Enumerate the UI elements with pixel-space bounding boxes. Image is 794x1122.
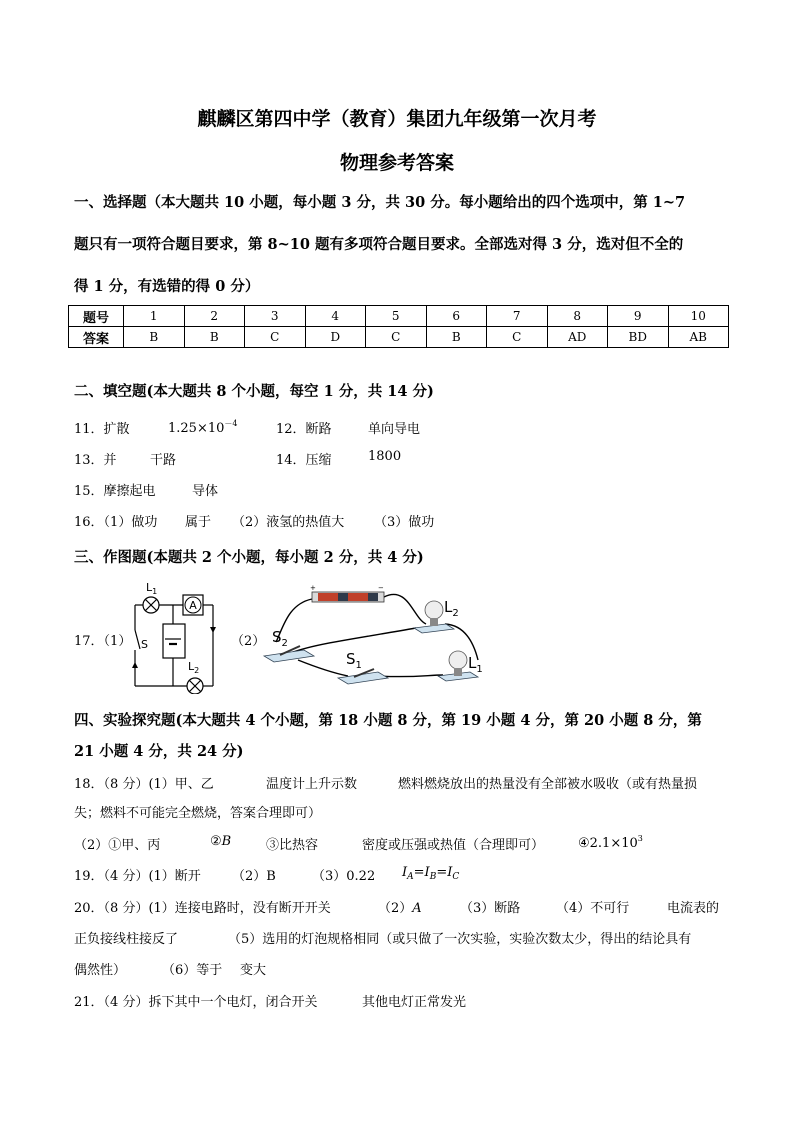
table-cell: 10 — [668, 306, 729, 327]
section4-heading-line1: 四、实验探究题(本大题共 4 个小题，第 18 小题 8 分，第 19 小题 4 分，第 20 小题 8 分，第 — [74, 712, 702, 729]
q20-line1-d: （4）不可行 — [556, 901, 630, 916]
q20-line1-a: 20．（8 分）(1）连接电路时，没有断开开关 — [74, 901, 331, 916]
q20-line1-c: （3）断路 — [460, 901, 521, 916]
q11-answer-2: $1.25\times 10^{-4}$ — [168, 419, 238, 436]
q15-answer-2: 导体 — [192, 484, 219, 499]
q20-line1-b: （2）A — [378, 901, 422, 916]
q19-answer-1: 19．（4 分）(1）断开 — [74, 869, 201, 884]
table-cell: 7 — [487, 306, 548, 327]
table-cell: AD — [547, 327, 608, 348]
lamp-l2-label: $L_2$ — [444, 598, 459, 619]
table-row-header: 题号 — [69, 306, 124, 327]
table-row-header: 答案 — [69, 327, 124, 348]
lamp1-label: $L_1$ — [146, 581, 158, 596]
table-cell: C — [366, 327, 427, 348]
table-cell: 1 — [124, 306, 185, 327]
table-cell: 9 — [608, 306, 669, 327]
q16-answer-4: （3）做功 — [374, 515, 435, 530]
table-cell: B — [124, 327, 185, 348]
table-row — [69, 327, 729, 348]
q16-answer-3: （2）液氢的热值大 — [232, 515, 345, 530]
q20-line1-e: 电流表的 — [667, 901, 720, 916]
table-cell: 6 — [426, 306, 487, 327]
q12-answer: 12．断路 — [276, 422, 332, 437]
answer-table — [68, 305, 729, 348]
q18-line3-e: $④2.1\times 10^3$ — [578, 834, 643, 851]
section3-heading: 三、作图题(本题共 2 个小题，每小题 2 分，共 4 分) — [74, 549, 424, 566]
section4-heading-line2: 21 小题 4 分，共 24 分) — [74, 743, 244, 760]
table-cell: 2 — [184, 306, 245, 327]
lamp-l1-label: $L_1$ — [468, 654, 483, 675]
table-cell: 5 — [366, 306, 427, 327]
lamp2-label: $L_2$ — [188, 660, 200, 675]
q18-line1-a: 18．（8 分）(1）甲、乙 — [74, 777, 214, 792]
q18-line2: 失；燃料不可能完全燃烧，答案合理即可） — [74, 806, 322, 821]
ammeter-label: A — [189, 599, 197, 612]
q17-part2-label: （2） — [231, 634, 266, 649]
table-cell: C — [245, 327, 306, 348]
q11-answer: 11．扩散 — [74, 422, 130, 437]
q18-line1-c: 燃料燃烧放出的热量没有全部被水吸收（或有热量损 — [398, 777, 698, 792]
table-cell: BD — [608, 327, 669, 348]
page-subtitle: 物理参考答案 — [339, 152, 454, 174]
q20-line3-c: 变大 — [240, 963, 267, 978]
q13-answer-2: 干路 — [150, 453, 177, 468]
table-cell: D — [305, 327, 366, 348]
q18-line3-d: 密度或压强或热值（合理即可） — [362, 838, 545, 853]
q12-answer-2: 单向导电 — [368, 422, 421, 437]
switch-label: S — [141, 638, 148, 651]
section1-heading-line2: 题只有一项符合题目要求，第 8~10 题有多项符合题目要求。全部选对得 3 分，选对但不全的 — [74, 236, 684, 253]
section1-heading-line1: 一、选择题（本大题共 10 小题，每小题 3 分，共 30 分。每小题给出的四个选项中，第 1~7 — [74, 194, 686, 211]
switch-s2-label: $S_2$ — [272, 628, 288, 649]
section1-heading-line3: 得 1 分，有选错的得 0 分） — [74, 278, 260, 295]
q18-line3-c: ③比热容 — [266, 838, 319, 853]
table-cell: 8 — [547, 306, 608, 327]
table-cell: C — [487, 327, 548, 348]
q19-answer-4: $I_A=I_B=I_C$ — [402, 865, 460, 882]
table-cell: B — [184, 327, 245, 348]
q20-line2-b: （5）选用的灯泡规格相同（或只做了一次实验，实验次数太少，得出的结论具有 — [228, 932, 692, 947]
switch-s1-label: $S_1$ — [346, 650, 362, 671]
table-cell: AB — [668, 327, 729, 348]
page-title: 麒麟区第四中学（教育）集团九年级第一次月考 — [197, 108, 597, 130]
table-cell: 3 — [245, 306, 306, 327]
q14-answer: 14．压缩 — [276, 453, 332, 468]
q18-line3-b: ②B — [210, 834, 232, 849]
section2-heading: 二、填空题(本大题共 8 个小题，每空 1 分，共 14 分) — [74, 383, 434, 400]
q13-answer: 13．并 — [74, 453, 117, 468]
q20-line3-b: （6）等于 — [162, 963, 223, 978]
circuit-diagram-1 — [125, 578, 225, 694]
table-cell: 4 — [305, 306, 366, 327]
circuit-diagram-2 — [258, 580, 498, 690]
q16-answer-1: 16．（1）做功 — [74, 515, 158, 530]
q18-line3-a: （2）①甲、丙 — [74, 838, 161, 853]
table-row — [69, 306, 729, 327]
table-cell: B — [426, 327, 487, 348]
q20-line2-a: 正负接线柱接反了 — [74, 932, 179, 947]
q17-part1-label: 17．（1） — [74, 634, 132, 649]
q16-answer-2: 属于 — [185, 515, 212, 530]
svg-text:−: − — [378, 584, 384, 592]
q21-answer-1: 21．（4 分）拆下其中一个电灯，闭合开关 — [74, 995, 318, 1010]
q19-answer-2: （2）B — [232, 869, 276, 884]
q20-line3-a: 偶然性） — [74, 963, 127, 978]
q18-line1-b: 温度计上升示数 — [266, 777, 358, 792]
q14-answer-2: 1800 — [368, 449, 402, 464]
q21-answer-2: 其他电灯正常发光 — [362, 995, 467, 1010]
svg-text:+: + — [310, 584, 316, 592]
q19-answer-3: （3）0.22 — [312, 869, 376, 884]
q15-answer: 15．摩擦起电 — [74, 484, 156, 499]
